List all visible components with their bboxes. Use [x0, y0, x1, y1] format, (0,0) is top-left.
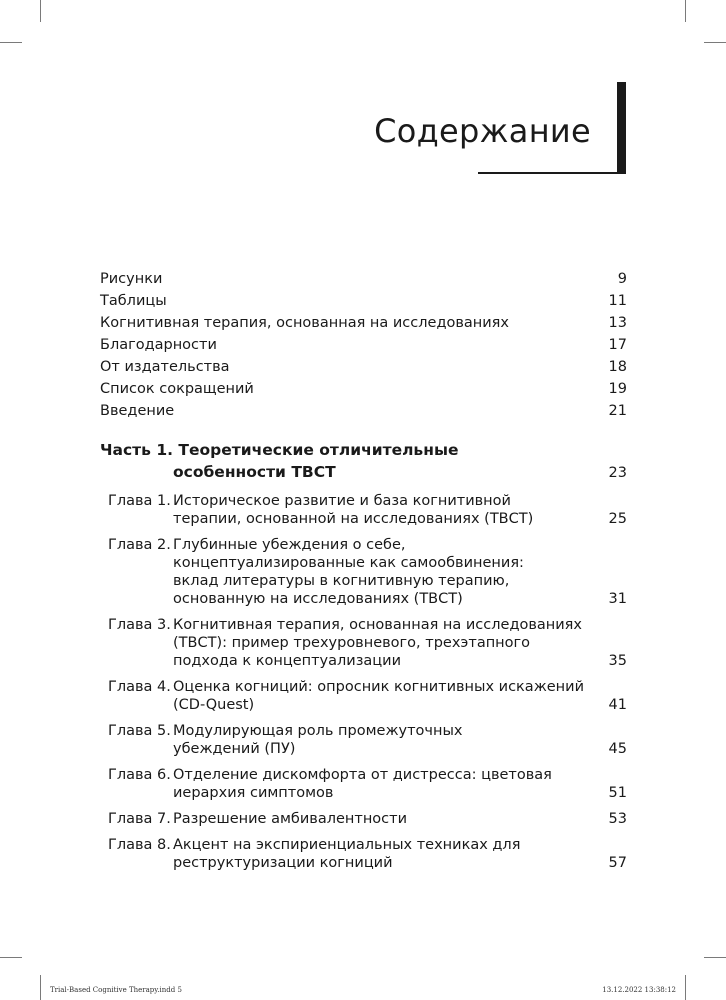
toc-entry-page: 18 [608, 359, 627, 375]
title-underline [478, 172, 618, 174]
chapter-title-line: Глубинные убеждения о себе, [173, 537, 406, 553]
chapter-title-line: Оценка когниций: опросник когнитивных искажений [173, 679, 585, 695]
toc-entry-page: 21 [608, 403, 627, 419]
chapter-title-line: Разрешение амбивалентности [173, 811, 408, 827]
chapter-title [173, 810, 593, 828]
toc-entry-label: Когнитивная терапия, основанная на исследованиях [100, 315, 509, 331]
footer-file-info: Trial-Based Cognitive Therapy.indd 5 [50, 986, 182, 994]
chapter-title-line: (CD-Quest) [173, 697, 255, 713]
chapter-list [100, 492, 627, 872]
chapter-title-line: Модулирующая роль промежуточных [173, 723, 463, 739]
toc-entry[interactable] [100, 356, 627, 378]
toc-entry[interactable] [100, 268, 627, 290]
chapter-entry[interactable] [100, 810, 627, 828]
chapter-page: 31 [608, 591, 627, 607]
toc-entry[interactable] [100, 334, 627, 356]
chapter-title [173, 678, 593, 714]
chapter-title [173, 616, 593, 670]
toc-entry-label: Список сокращений [100, 381, 254, 397]
chapter-title-line: концептуализированные как самообвинения: [173, 555, 524, 571]
toc-entry-label: От издательства [100, 359, 230, 375]
table-of-contents [100, 268, 627, 872]
chapter-title-line: Когнитивная терапия, основанная на исследованиях [173, 617, 582, 633]
chapter-title-line: (ТВСТ): пример трехуровневого, трехэтапного [173, 635, 531, 651]
chapter-number: Глава 7. [108, 811, 171, 827]
toc-entry-page: 19 [608, 381, 627, 397]
toc-entry[interactable] [100, 312, 627, 334]
chapter-number: Глава 8. [108, 837, 171, 853]
chapter-page: 35 [608, 653, 627, 669]
toc-entry-page: 13 [608, 315, 627, 331]
chapter-title-line: подхода к концептуализации [173, 653, 402, 669]
toc-entry-label: Таблицы [100, 293, 167, 309]
toc-entry[interactable] [100, 400, 627, 422]
front-matter-list [100, 268, 627, 422]
chapter-page: 57 [608, 855, 627, 871]
crop-mark [704, 42, 726, 43]
toc-entry-page: 17 [608, 337, 627, 353]
toc-entry-label: Введение [100, 403, 175, 419]
chapter-entry[interactable] [100, 678, 627, 714]
crop-mark [685, 0, 686, 22]
part-page-number: 23 [608, 465, 627, 481]
toc-entry[interactable] [100, 290, 627, 312]
chapter-title-line: Историческое развитие и база когнитивной [173, 493, 511, 509]
crop-mark [0, 957, 22, 958]
crop-mark [704, 957, 726, 958]
page-title: Содержание [374, 112, 591, 150]
chapter-entry[interactable] [100, 766, 627, 802]
chapter-title-line: убеждений (ПУ) [173, 741, 296, 757]
chapter-page: 41 [608, 697, 627, 713]
chapter-title [173, 536, 593, 608]
chapter-title-line: Акцент на экспириенциальных техниках для [173, 837, 521, 853]
chapter-title-line: терапии, основанной на исследованиях (ТВСТ) [173, 511, 534, 527]
chapter-page: 25 [608, 511, 627, 527]
chapter-entry[interactable] [100, 722, 627, 758]
toc-entry-label: Благодарности [100, 337, 217, 353]
crop-mark [40, 0, 41, 22]
chapter-entry[interactable] [100, 536, 627, 608]
chapter-title-line: основанную на исследованиях (ТВСТ) [173, 591, 463, 607]
chapter-entry[interactable] [100, 616, 627, 670]
chapter-number: Глава 4. [108, 679, 171, 695]
toc-entry-page: 11 [608, 293, 627, 309]
chapter-page: 53 [608, 811, 627, 827]
part-title: Часть 1. Теоретические отличительные [100, 441, 459, 459]
chapter-title [173, 836, 593, 872]
chapter-title-line: реструктуризации когниций [173, 855, 393, 871]
toc-entry-label: Рисунки [100, 271, 163, 287]
chapter-title [173, 766, 593, 802]
footer-timestamp: 13.12.2022 13:38:12 [602, 986, 676, 994]
chapter-number: Глава 6. [108, 767, 171, 783]
crop-mark [0, 42, 22, 43]
chapter-page: 51 [608, 785, 627, 801]
crop-mark [685, 975, 686, 1000]
chapter-entry[interactable] [100, 492, 627, 528]
toc-entry-page: 9 [617, 271, 627, 287]
chapter-title [173, 492, 593, 528]
title-accent-bar [617, 82, 626, 174]
chapter-number: Глава 2. [108, 537, 171, 553]
part-heading-row[interactable] [100, 438, 627, 484]
toc-entry[interactable] [100, 378, 627, 400]
chapter-title-line: иерархия симптомов [173, 785, 334, 801]
chapter-title-line: Отделение дискомфорта от дистресса: цветовая [173, 767, 552, 783]
chapter-entry[interactable] [100, 836, 627, 872]
part-subtitle: особенности ТВСТ [173, 463, 336, 481]
crop-mark [40, 975, 41, 1000]
chapter-number: Глава 5. [108, 723, 171, 739]
chapter-number: Глава 3. [108, 617, 171, 633]
chapter-title-line: вклад литературы в когнитивную терапию, [173, 573, 510, 589]
chapter-number: Глава 1. [108, 493, 171, 509]
chapter-title [173, 722, 593, 758]
chapter-page: 45 [608, 741, 627, 757]
